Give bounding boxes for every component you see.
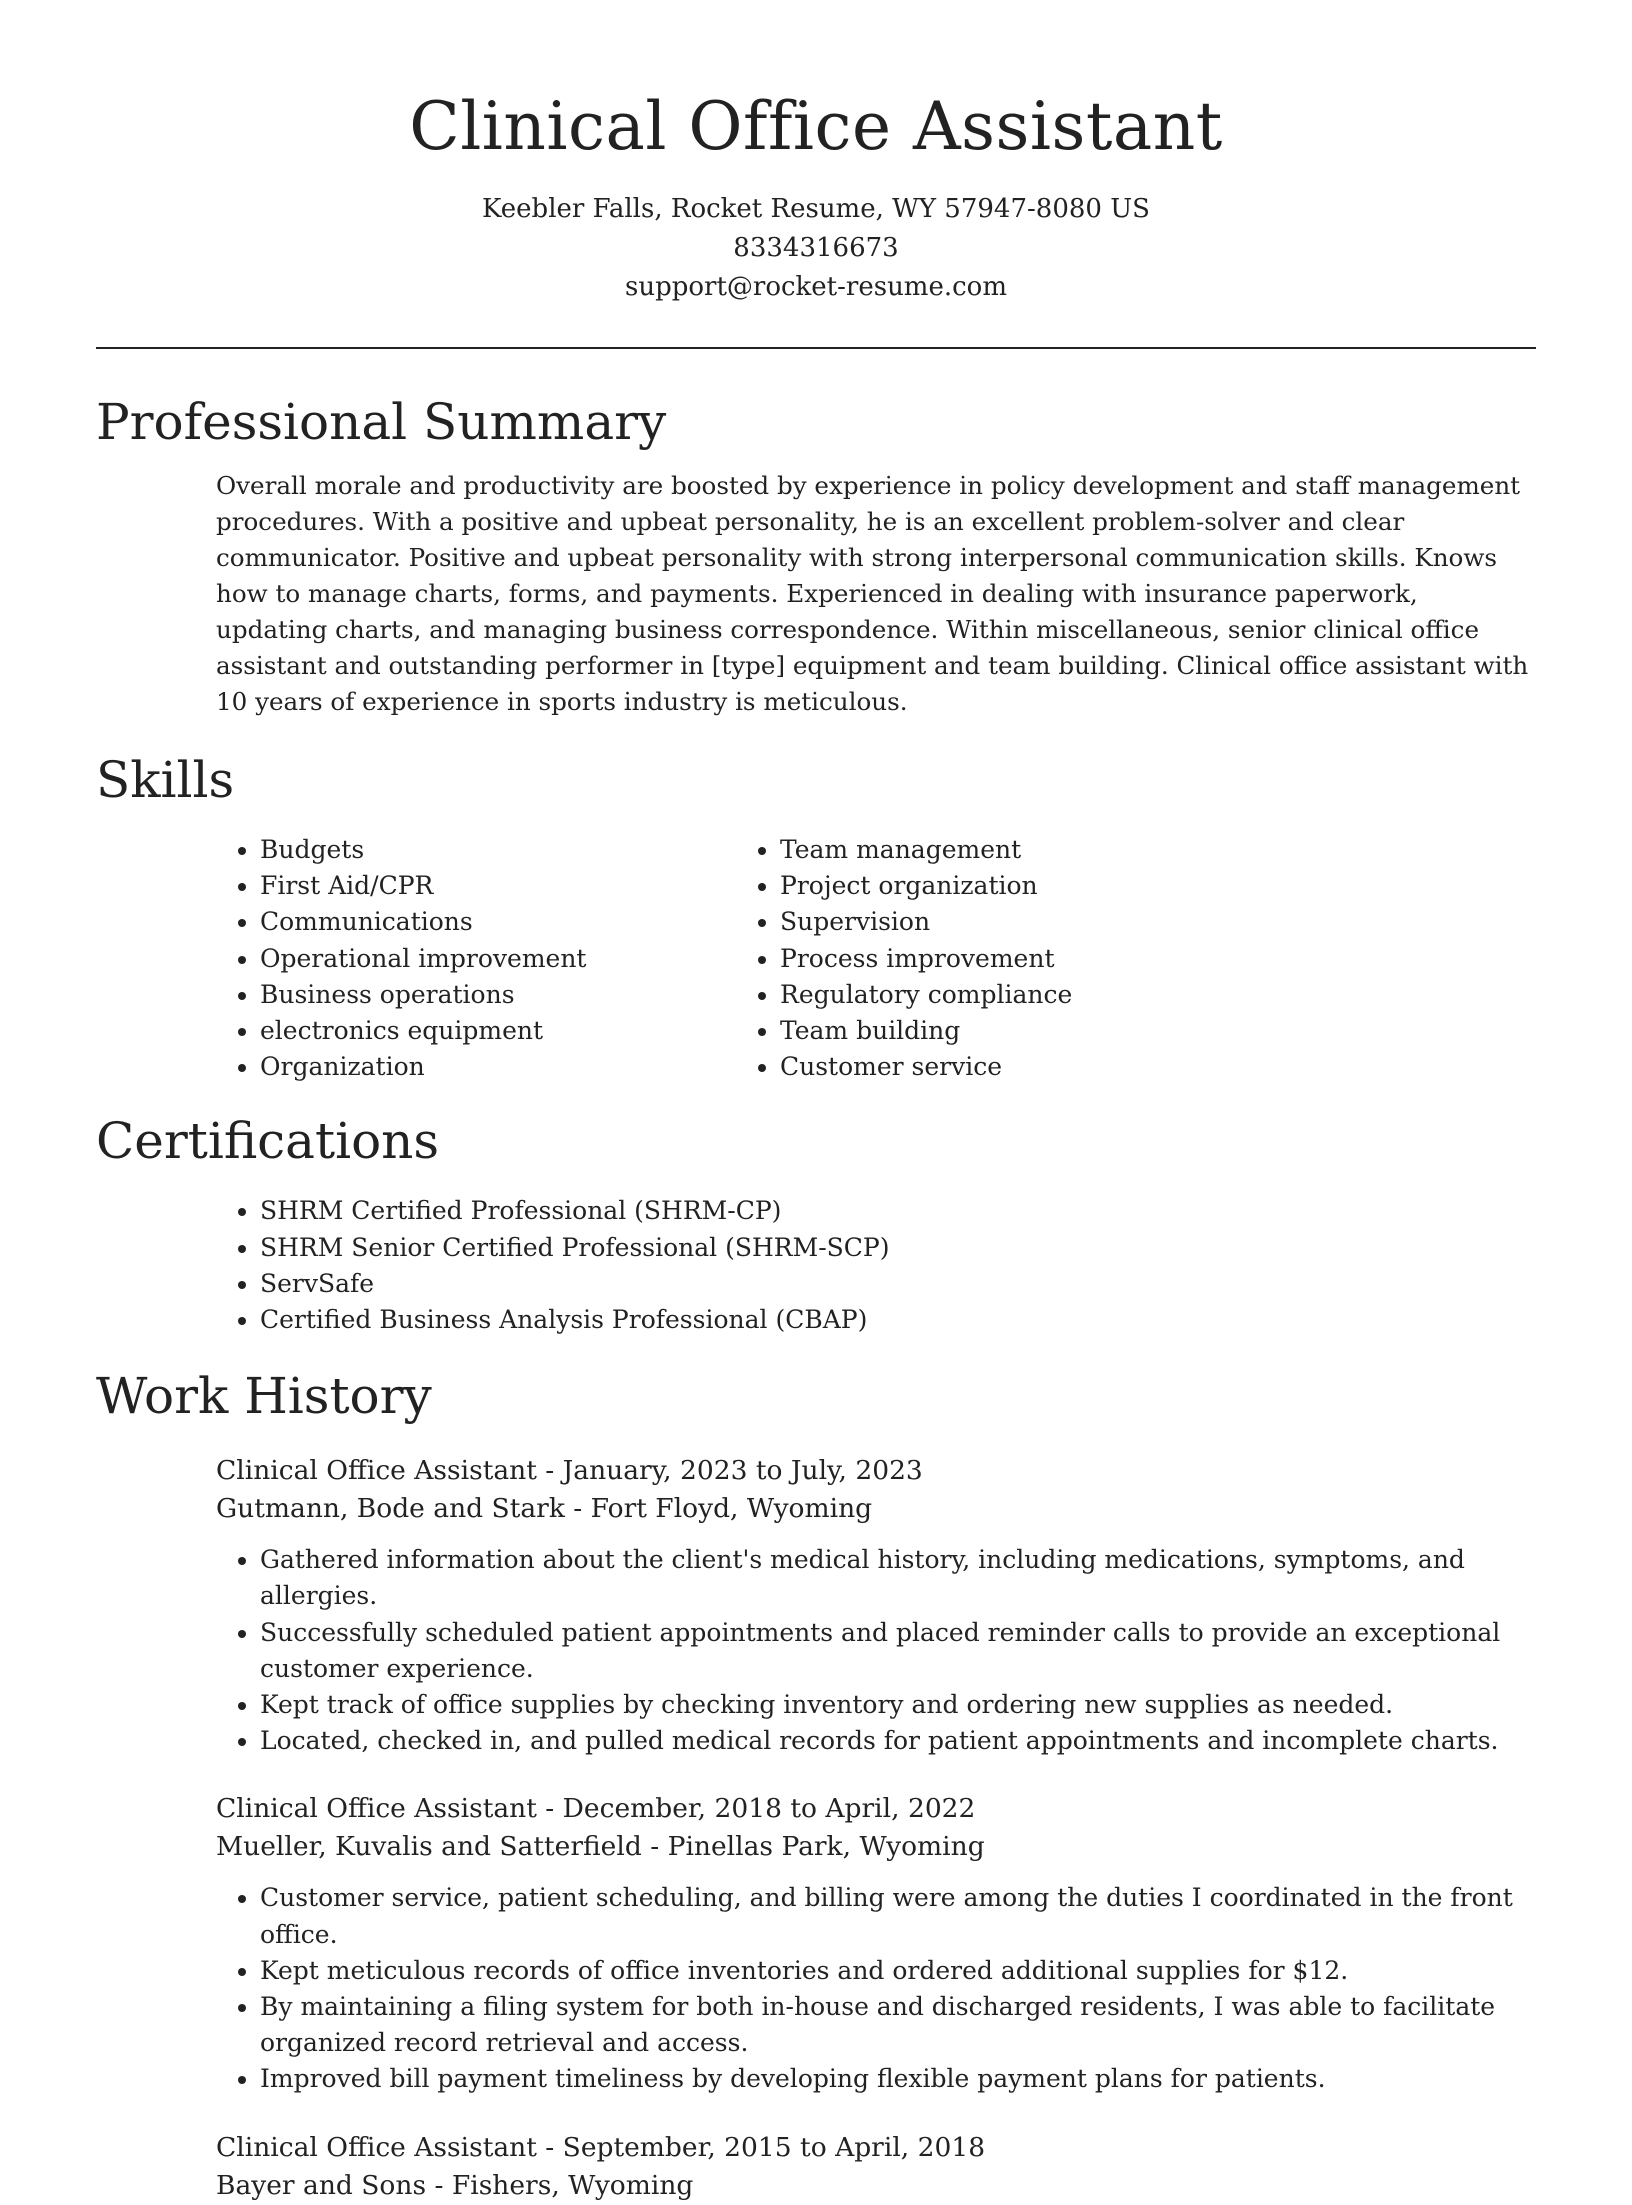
contact-info (96, 190, 1536, 307)
skill-item: • Operational improvement (260, 941, 746, 977)
job-bullet: • Kept track of office supplies by checking inventory and ordering new supplies as needed. (260, 1687, 1536, 1723)
work-history-heading: Work History (96, 1367, 432, 1426)
job-bullet: • Customer service, patient scheduling, and billing were among the duties I coordinated in the front office. (260, 1880, 1536, 1952)
skill-item: • Regulatory compliance (780, 977, 1072, 1013)
skill-item: • Team management (780, 832, 1072, 868)
resume-title: Clinical Office Assistant (409, 88, 1223, 165)
job-bullets (216, 1880, 1536, 2097)
skills-list-left (96, 832, 746, 1085)
job-company: Mueller, Kuvalis and Satterfield (216, 1831, 642, 1863)
summary-text: Overall morale and productivity are boosted by experience in policy development and staff management procedures. With a positive and upbeat personality, he is an excellent problem-solver and clear communicator. Positive and upbeat personality with strong interpersonal communication skills. Knows how to manage charts, forms, and payments. Experienced in dealing with insurance paperwork, updating charts, and managing business correspondence. Within miscellaneous, senior clinical office assistant and outstanding performer in [type] equipment and team building. Clinical office assistant with 10 years of experience in sports industry is meticulous. (216, 471, 1529, 716)
job-role: Clinical Office Assistant (216, 1793, 537, 1825)
skill-item: • First Aid/CPR (260, 868, 746, 904)
job-bullet: • Gathered information about the client's medical history, including medications, symptoms, and allergies. (260, 1542, 1536, 1614)
skill-item: • electronics equipment (260, 1013, 746, 1049)
job-role: Clinical Office Assistant (216, 1455, 537, 1487)
job-bullet: • Improved bill payment timeliness by developing flexible payment plans for patients. (260, 2061, 1536, 2097)
job-dates: - January, 2023 to July, 2023 (536, 1455, 923, 1487)
certification-item: • SHRM Certified Professional (SHRM-CP) (260, 1193, 1536, 1229)
skill-item: • Process improvement (780, 941, 1072, 977)
resume-page (96, 0, 1536, 2205)
job-bullets (216, 1542, 1536, 1759)
contact-address: Keebler Falls, Rocket Resume, WY 57947-8080 US (482, 194, 1150, 224)
job-company: Gutmann, Bode and Stark (216, 1493, 565, 1525)
contact-phone: 8334316673 (733, 233, 899, 263)
job-bullet: • Successfully scheduled patient appointments and placed reminder calls to provide an exceptional customer experience. (260, 1615, 1536, 1687)
work-history-section (96, 1364, 1536, 2204)
job-role: Clinical Office Assistant (216, 2131, 537, 2163)
skills-heading: Skills (96, 751, 235, 809)
job-location: - Pinellas Park, Wyoming (641, 1831, 985, 1863)
certifications-list (96, 1193, 1536, 1338)
skills-columns (96, 832, 1536, 1085)
skill-item: • Project organization (780, 868, 1072, 904)
resume-header (96, 0, 1536, 307)
certification-item: • Certified Business Analysis Professional (CBAP) (260, 1302, 1536, 1338)
skill-item: • Organization (260, 1049, 746, 1085)
job-role-line (216, 2129, 1536, 2167)
skill-item: • Communications (260, 904, 746, 940)
job-company-line (216, 1828, 1536, 1866)
job-dates: - September, 2015 to April, 2018 (536, 2131, 986, 2163)
job-location: - Fort Floyd, Wyoming (564, 1493, 873, 1525)
job-entry (216, 1790, 1536, 2097)
contact-email: support@rocket-resume.com (624, 272, 1007, 302)
summary-heading: Professional Summary (96, 393, 667, 451)
header-divider (96, 347, 1536, 349)
skill-item: • Team building (780, 1013, 1072, 1049)
certifications-heading: Certifications (96, 1112, 440, 1171)
job-company-line (216, 2167, 1536, 2205)
job-role-line (216, 1452, 1536, 1490)
job-entry (216, 2129, 1536, 2205)
job-bullet: • By maintaining a filing system for both in-house and discharged residents, I was able to facilitate organized record retrieval and access. (260, 1989, 1536, 2061)
skills-list-right (746, 832, 1072, 1085)
job-entry (216, 1452, 1536, 1759)
job-bullet: • Located, checked in, and pulled medical records for patient appointments and incomplete charts. (260, 1723, 1536, 1759)
certification-item: • ServSafe (260, 1266, 1536, 1302)
skill-item: • Supervision (780, 904, 1072, 940)
job-company-line (216, 1490, 1536, 1528)
job-company: Bayer and Sons (216, 2169, 427, 2201)
job-location: - Fishers, Wyoming (426, 2169, 694, 2201)
certifications-section (96, 1109, 1536, 1338)
skill-item: • Budgets (260, 832, 746, 868)
job-dates: - December, 2018 to April, 2022 (536, 1793, 976, 1825)
skills-section (96, 748, 1536, 1085)
skill-item: • Business operations (260, 977, 746, 1013)
skill-item: • Customer service (780, 1049, 1072, 1085)
job-role-line (216, 1790, 1536, 1828)
summary-section (96, 390, 1536, 720)
certification-item: • SHRM Senior Certified Professional (SHRM-SCP) (260, 1230, 1536, 1266)
job-bullet: • Kept meticulous records of office inventories and ordered additional supplies for $12. (260, 1953, 1536, 1989)
